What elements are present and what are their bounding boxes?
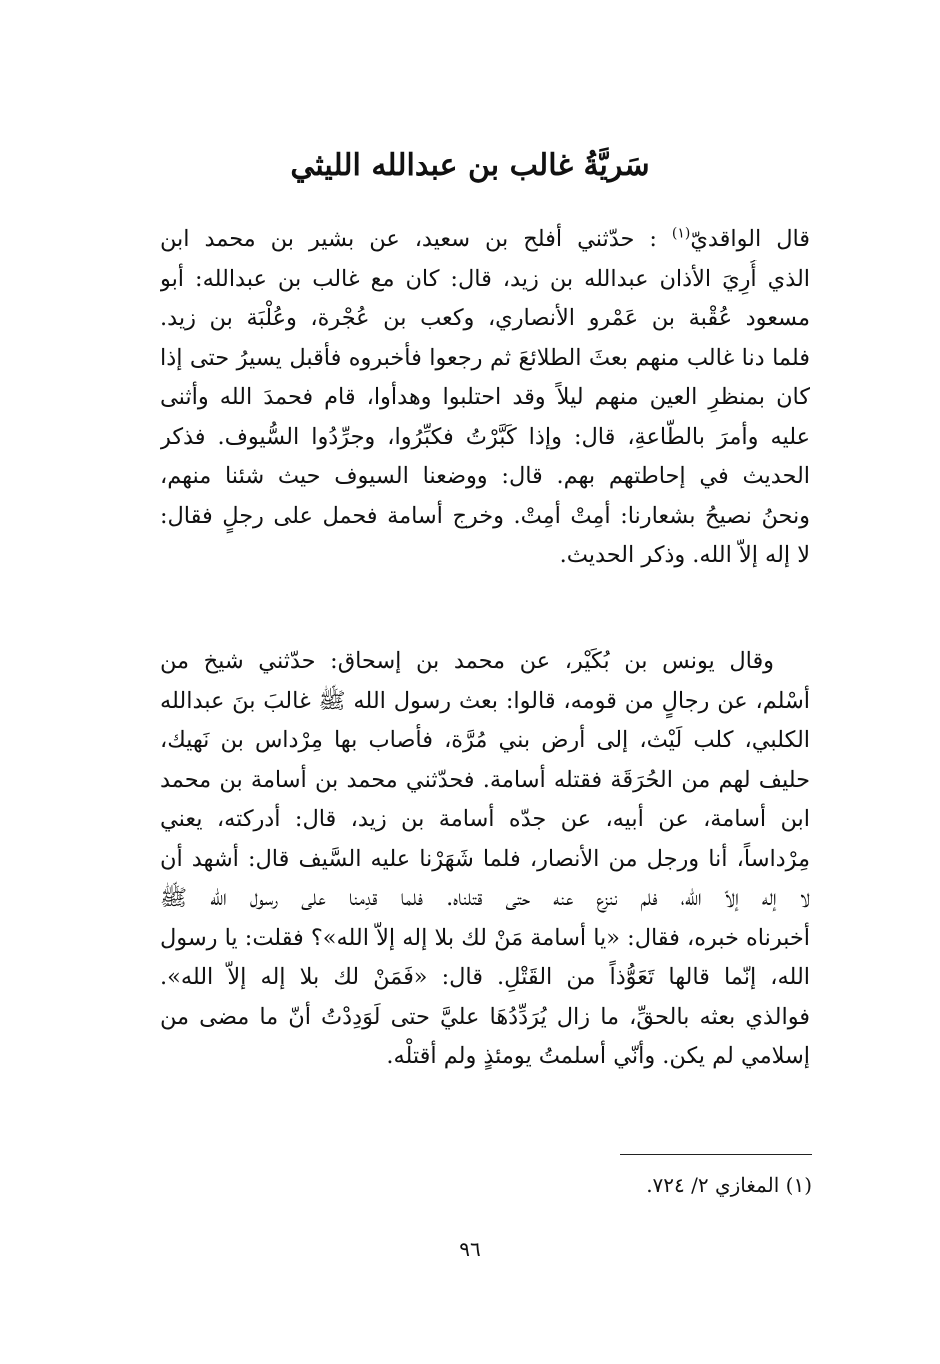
footnote-marker[interactable]: (١) bbox=[671, 225, 691, 242]
paragraph-line-start: قال الواقديّ bbox=[690, 226, 810, 252]
paragraph-line: الله، إنّما قالها تَعَوُّذاً من القَتْلِ. قال: «فَمَنْ لك بلا إله إلاّ الله». bbox=[160, 964, 810, 990]
paragraph-line: أخبرناه خبره، فقال: «يا أسامة مَنْ لك بلا إله إلاّ الله»؟ فقلت: يا رسول bbox=[160, 924, 810, 951]
paragraph-2 bbox=[160, 642, 810, 1077]
paragraph-line: فوالذي بعثه بالحقِّ، ما زال يُرَدِّدُهَا عليَّ حتى لَوَدِدْتُ أنّ ما مضى من bbox=[160, 1003, 810, 1030]
paragraph-line: وقال يونس بن بُكَيْر، عن محمد بن إسحاق: حدّثني شيخ من bbox=[160, 648, 774, 674]
paragraph-line: ابن أسامة، عن أبيه، عن جدّه أسامة بن زيد، قال: أدركته، يعني bbox=[160, 806, 810, 832]
paragraph-1 bbox=[160, 220, 810, 576]
paragraph-line: ونحنُ نصيحُ بشعارنا: أمِتْ أمِتْ. وخرج أسامة فحمل على رجلٍ فقال: bbox=[160, 502, 810, 529]
paragraph-line: الذي أُرِيَ الأذان عبدالله بن زيد، قال: كان مع غالب بن عبدالله: أبو bbox=[160, 265, 810, 292]
paragraph-line: حليف لهم من الحُرَقَة فقتله أسامة. فحدّثني محمد بن أسامة بن محمد bbox=[160, 766, 810, 793]
paragraph-line-end: : حدّثني أفلح بن سعيد، عن بشير بن محمد ابن bbox=[160, 226, 672, 252]
paragraph-line: الكلبي، كلب لَيْث، إلى أرض بني مُرَّة، فأصاب بها مِرْداس بن نَهيك، bbox=[160, 727, 810, 753]
paragraph-line: لا إله إلاّ الله، فلم ننزع عنه حتى قتلناه. فلما قدِمنا على رسول الله ﷺ bbox=[160, 885, 810, 911]
paragraph-line: الحديث في إحاطتهم بهم. قال: ووضعنا السيوف حيث شئنا منهم، bbox=[160, 463, 810, 489]
paragraph-line bbox=[160, 220, 810, 260]
paragraph-line: لا إله إلاّ الله. وذكر الحديث. bbox=[559, 542, 810, 568]
paragraph-line: إسلامي لم يكن. وأنّي أسلمتُ يومئذٍ ولم أقتلْه. bbox=[386, 1043, 810, 1069]
page-number: ٩٦ bbox=[459, 1237, 481, 1261]
footnote-separator bbox=[620, 1154, 812, 1155]
chapter-title: سَريَّةُ غالب بن عبدالله الليثي bbox=[290, 148, 650, 183]
footnote: (١) المغازي ٢/ ٧٢٤. bbox=[646, 1173, 812, 1197]
paragraph-line: أسْلم، عن رجالٍ من قومه، قالوا: بعث رسول الله ﷺ غالبَ بنَ عبدالله bbox=[160, 687, 810, 714]
paragraph-line: فلما دنا غالب منهم بعثَ الطلائعَ ثم رجعوا فأخبروه فأقبل يسيرُ حتى إذا bbox=[160, 344, 810, 371]
paragraph-line: عليه وأمرَ بالطّاعةِ، قال: وإذا كَبَّرْتُ فكبِّرُوا، وجرِّدُوا السُّيوف. فذكر bbox=[160, 423, 810, 450]
paragraph-line: مِرْداساً، أنا ورجل من الأنصار، فلما شَهَرْنا عليه السَّيف قال: أشهد أن bbox=[160, 845, 810, 872]
paragraph-line: مسعود عُقْبة بن عَمْرو الأنصاري، وكعب بن عُجْرة، وعُلْبَة بن زيد. bbox=[160, 305, 810, 331]
paragraph-line: كان بمنظرِ العين منهم ليلاً وقد احتلبوا وهدأوا، قام فحمدَ الله وأثنى bbox=[160, 384, 810, 410]
